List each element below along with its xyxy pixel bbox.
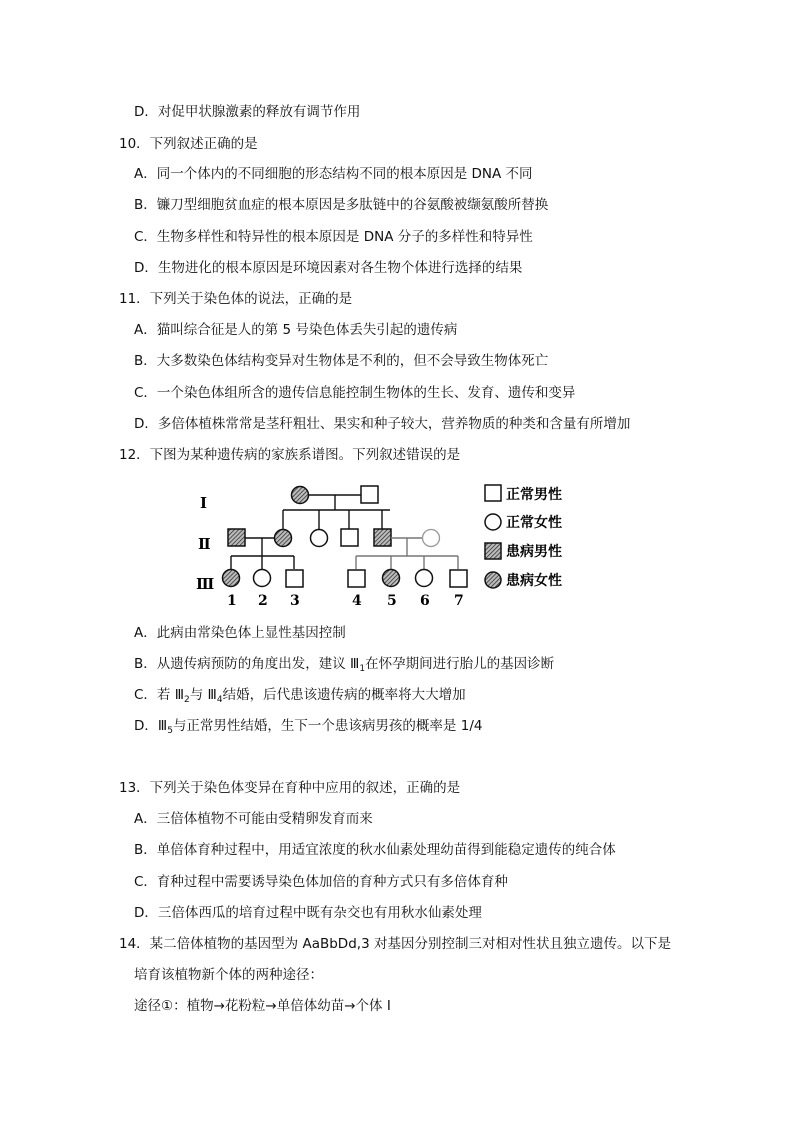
q13-option-b: B．单倍体育种过程中，用适宜浓度的秋水仙素处理幼苗得到能稳定遗传的纯合体: [134, 842, 616, 858]
q14-stem: 14．某二倍体植物的基因型为 AaBbDd,3 对基因分别控制三对相对性状且独立遗传。以下是: [119, 936, 671, 952]
gen3-7-normal-male: [450, 570, 467, 587]
q12-option-b: [134, 655, 554, 678]
num-7: 7: [454, 593, 464, 609]
q14-stem-continued: 培育该植物新个体的两种途径：: [134, 967, 323, 983]
q10-option-c: C．生物多样性和特异性的根本原因是 DNA 分子的多样性和特异性: [134, 229, 533, 245]
q13-option-d: D．三倍体西瓜的培育过程中既有杂交也有用秋水仙素处理: [134, 905, 482, 921]
num-5: 5: [387, 593, 397, 609]
q10-option-a: A．同一个体内的不同细胞的形态结构不同的根本原因是 DNA 不同: [134, 166, 533, 182]
gen2-normal-male: [341, 529, 358, 546]
gen2-affected-male-2: [374, 529, 391, 546]
gen-label-3: Ⅲ: [196, 575, 215, 593]
q11-stem: 11．下列关于染色体的说法，正确的是: [119, 291, 353, 307]
legend-normal-female-symbol: [485, 514, 501, 530]
legend-affected-male: 患病男性: [506, 544, 562, 560]
q12-option-c: [134, 686, 466, 709]
legend-affected-male-symbol: [485, 543, 501, 559]
gen1-normal-male: [361, 486, 378, 503]
num-2: 2: [258, 593, 268, 609]
q12b-text-post: 在怀孕期间进行胎儿的基因诊断: [365, 656, 555, 672]
q12d-text-post: 与正常男性结婚，生下一个患该病男孩的概率是 1/4: [172, 718, 483, 734]
q11-option-d: D．多倍体植株常常是茎秆粗壮、果实和种子较大，营养物质的种类和含量有所增加: [134, 416, 631, 432]
gen3-5-affected-female: [383, 570, 400, 587]
gen3-2-normal-female: [254, 570, 271, 587]
gen2-affected-male: [228, 529, 245, 546]
q14-pathway-1: 途径①：植物→花粉粒→单倍体幼苗→个体 I: [134, 998, 391, 1014]
q12b-text-pre: B．从遗传病预防的角度出发，建议 Ⅲ: [134, 656, 360, 672]
gen2-affected-female: [275, 530, 292, 547]
q11-option-b: B．大多数染色体结构变异对生物体是不利的，但不会导致生物体死亡: [134, 353, 549, 369]
q12-stem: 12．下图为某种遗传病的家族系谱图。下列叙述错误的是: [119, 447, 461, 463]
q12b-sub: 1: [359, 664, 366, 674]
num-3: 3: [290, 593, 300, 609]
gen3-4-normal-male: [348, 570, 365, 587]
num-4: 4: [352, 593, 362, 609]
q13-option-a: A．三倍体植物不可能由受精卵发育而来: [134, 811, 373, 827]
gen3-3-normal-male: [286, 570, 303, 587]
q10-option-b: B．镰刀型细胞贫血症的根本原因是多肽链中的谷氨酸被缬氨酸所替换: [134, 197, 549, 213]
q12d-text-pre: D．Ⅲ: [134, 718, 168, 734]
legend-normal-male-symbol: [485, 485, 501, 501]
q13-stem: 13．下列关于染色体变异在育种中应用的叙述，正确的是: [119, 780, 461, 796]
q12c-text-pre: C．若 Ⅲ: [134, 687, 185, 703]
pedigree-chart: [190, 476, 590, 616]
num-6: 6: [420, 593, 430, 609]
legend-normal-female: 正常女性: [506, 515, 562, 531]
q12c-text-post: 结婚，后代患该遗传病的概率将大大增加: [222, 687, 466, 703]
gen-label-1: Ⅰ: [200, 494, 208, 512]
legend-affected-female-symbol: [485, 572, 501, 588]
gen3-1-affected-female: [223, 570, 240, 587]
q11-option-a: A．猫叫综合征是人的第 5 号染色体丢失引起的遗传病: [134, 322, 458, 338]
q11-option-c: C．一个染色体组所含的遗传信息能控制生物体的生长、发育、遗传和变异: [134, 385, 576, 401]
q10-option-d: D．生物进化的根本原因是环境因素对各生物个体进行选择的结果: [134, 260, 523, 276]
gen3-6-normal-female: [416, 570, 433, 587]
legend-affected-female: 患病女性: [506, 573, 562, 589]
gen2-normal-female: [311, 530, 328, 547]
q10-stem: 10．下列叙述正确的是: [119, 136, 258, 152]
q12d-sub: 5: [167, 726, 173, 736]
q12-option-d: [134, 717, 482, 740]
q9-option-d: D．对促甲状腺激素的释放有调节作用: [134, 104, 361, 120]
q12c-sub-1: 2: [184, 695, 190, 705]
num-1: 1: [227, 593, 237, 609]
gen2-normal-female-2: [423, 530, 440, 547]
q12c-sub-2: 4: [216, 695, 223, 705]
q12c-text-mid: 与 Ⅲ: [189, 687, 217, 703]
gen-label-2: Ⅱ: [198, 535, 211, 553]
gen1-affected-female: [292, 487, 309, 504]
legend-normal-male: 正常男性: [506, 487, 562, 503]
q13-option-c: C．育种过程中需要诱导染色体加倍的育种方式只有多倍体育种: [134, 874, 508, 890]
q12-option-a: A．此病由常染色体上显性基因控制: [134, 625, 346, 641]
